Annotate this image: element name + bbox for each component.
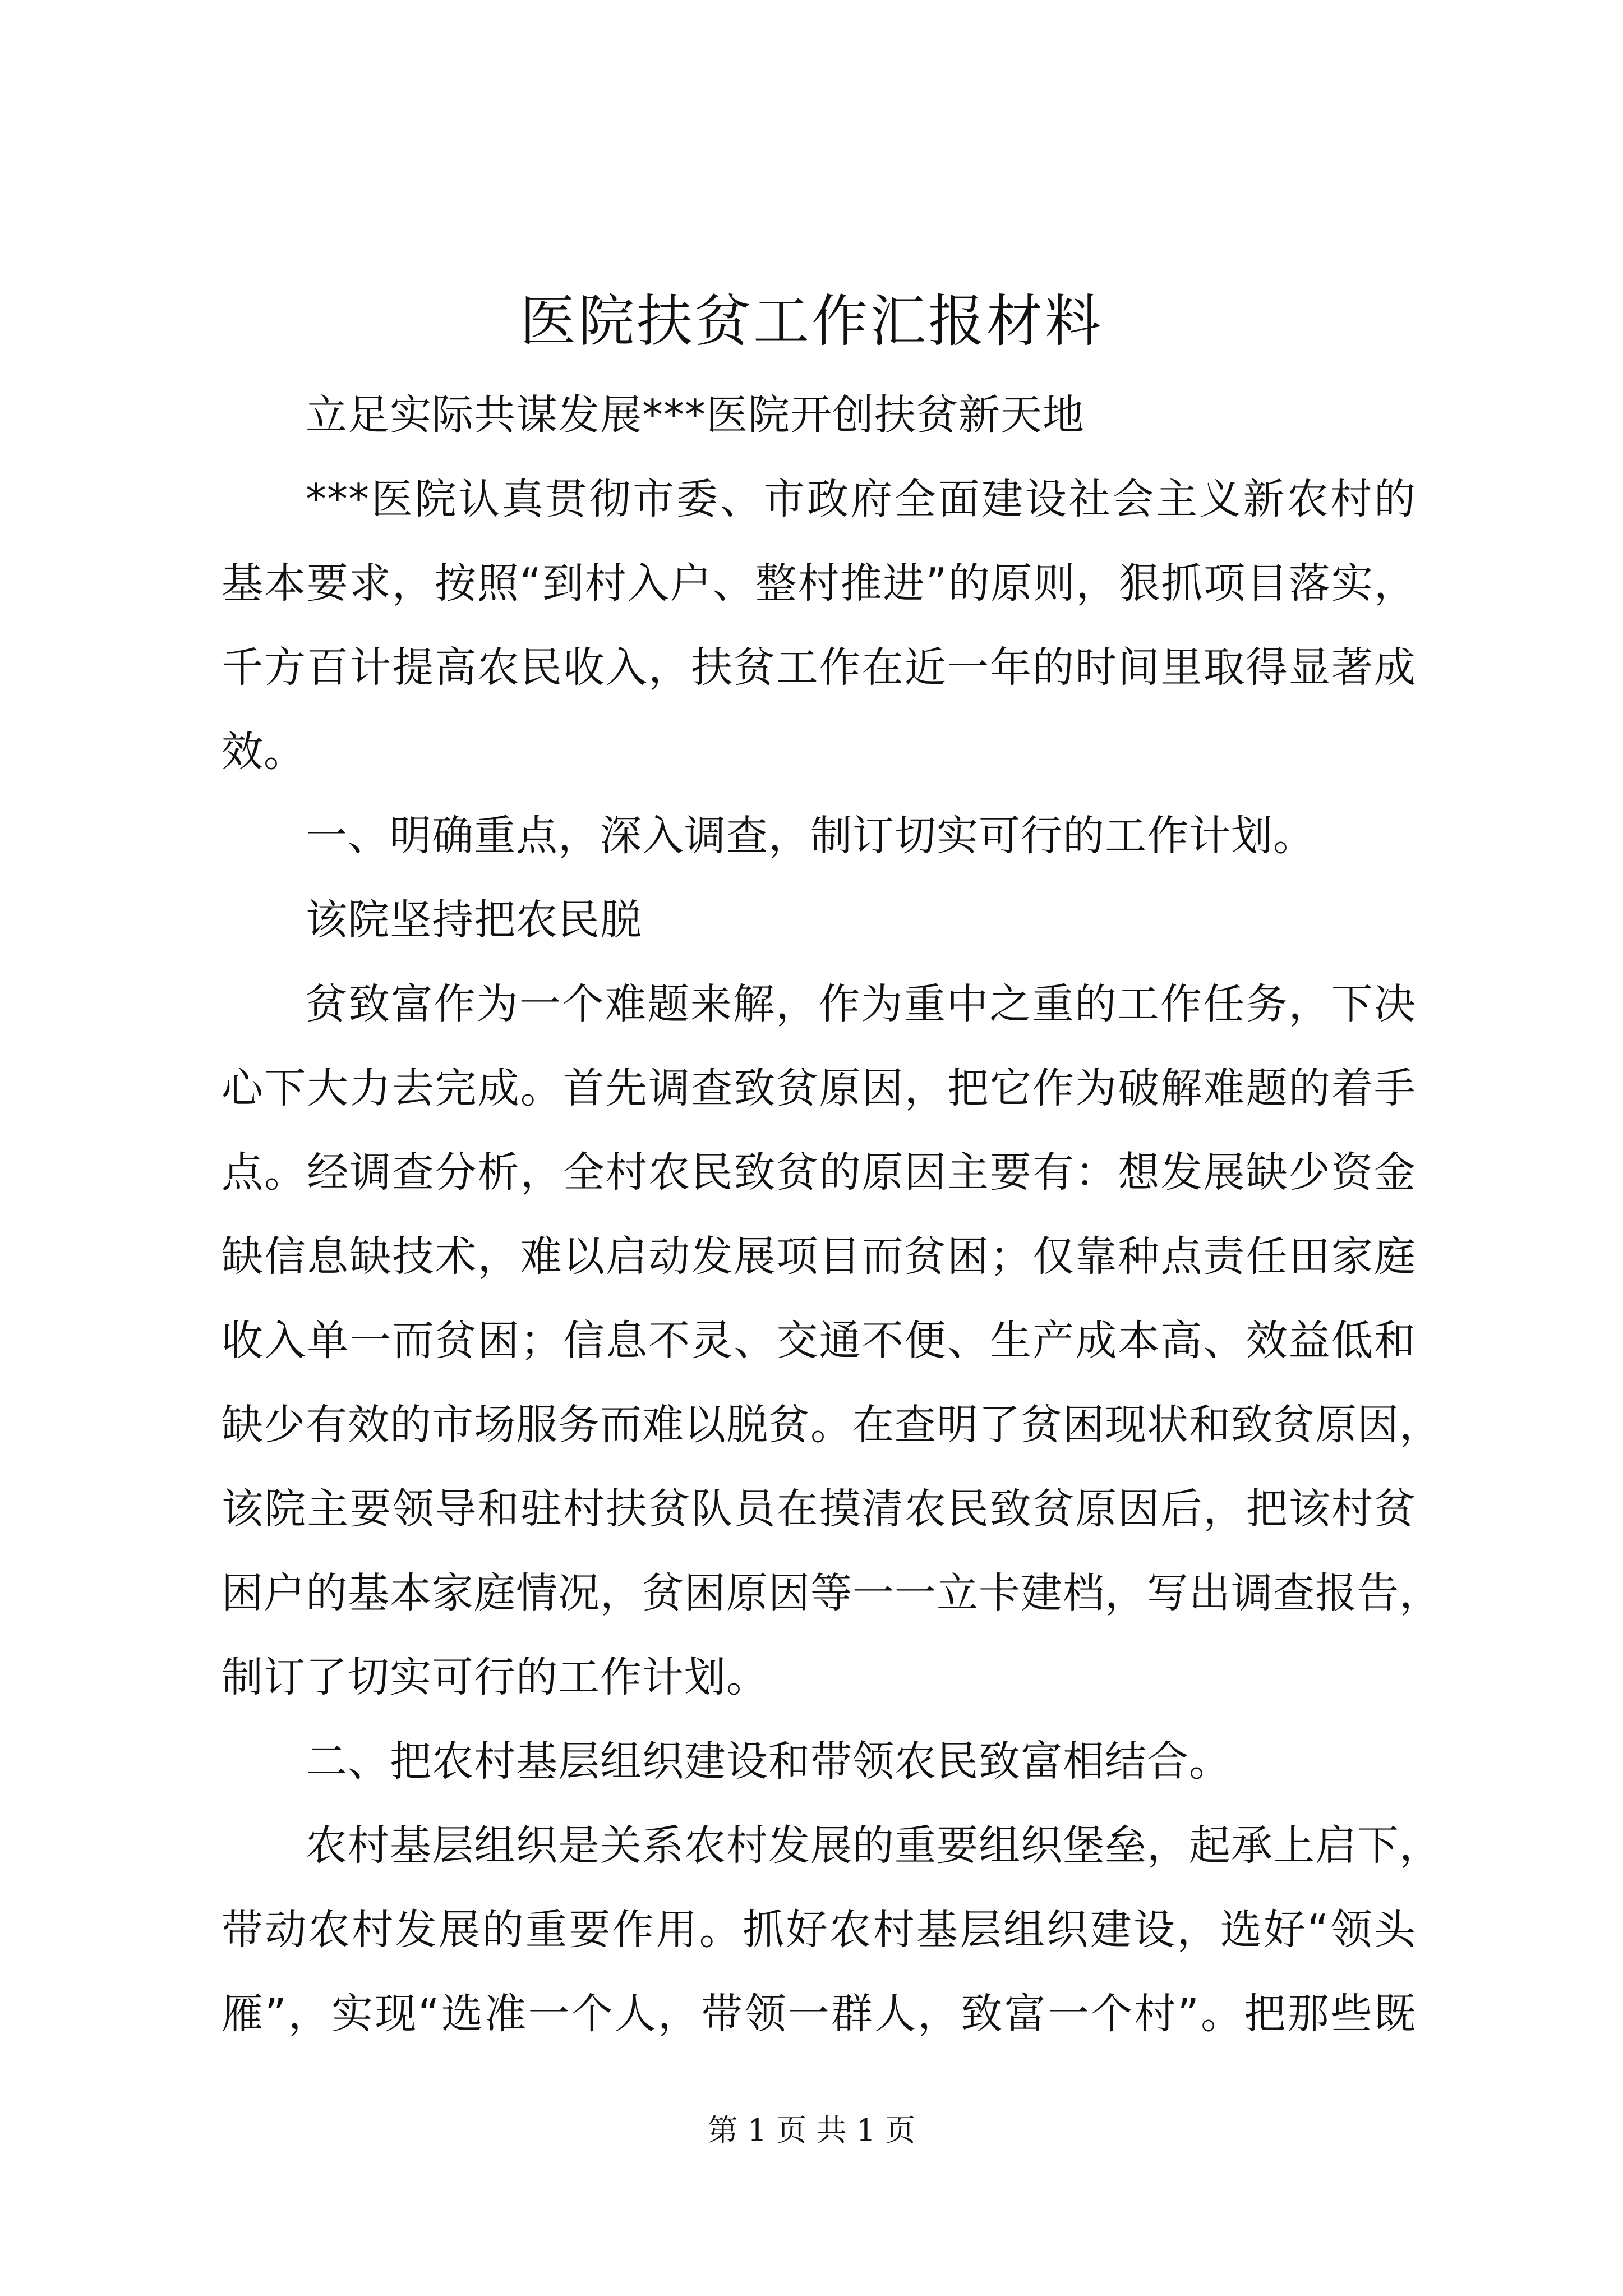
paragraph-line: 效。 — [222, 728, 306, 776]
paragraph-line: 缺信息缺技术，难以启动发展项目而贫困；仅靠种点责任田家庭 — [222, 1232, 1416, 1281]
document-title: 医院扶贫工作汇报材料 — [520, 288, 1103, 354]
paragraph-line: 带动农村发展的重要作用。抓好农村基层组织建设，选好“领头 — [222, 1906, 1416, 1954]
paragraph-line: 困户的基本家庭情况，贫困原因等一一立卡建档，写出调查报告， — [222, 1569, 1441, 1617]
paragraph-line: 千方百计提高农民收入，扶贫工作在近一年的时间里取得显著成 — [222, 643, 1416, 692]
paragraph-line: 贫致富作为一个难题来解，作为重中之重的工作任务，下决 — [306, 980, 1416, 1028]
subtitle-line: 立足实际共谋发展***医院开创扶贫新天地 — [306, 391, 1085, 439]
section-heading: 二、把农村基层组织建设和带领农民致富相结合。 — [306, 1737, 1231, 1786]
paragraph-line: 雁”，实现“选准一个人，带领一群人，致富一个村”。把那些既 — [222, 1990, 1416, 2038]
paragraph-line: 缺少有效的市场服务而难以脱贫。在查明了贫困现状和致贫原因， — [222, 1401, 1441, 1449]
paragraph-line: 基本要求，按照“到村入户、整村推进”的原则，狠抓项目落实， — [222, 559, 1416, 608]
paragraph-line: 心下大力去完成。首先调查致贫原因，把它作为破解难题的着手 — [222, 1064, 1416, 1112]
paragraph-line: 收入单一而贫困；信息不灵、交通不便、生产成本高、效益低和 — [222, 1317, 1416, 1365]
paragraph-line: 制订了切实可行的工作计划。 — [222, 1653, 768, 1701]
paragraph-line: 农村基层组织是关系农村发展的重要组织堡垒，起承上启下， — [306, 1821, 1441, 1870]
paragraph-line: ***医院认真贯彻市委、市政府全面建设社会主义新农村的 — [306, 475, 1416, 523]
paragraph-line: 该院坚持把农民脱 — [306, 896, 642, 944]
section-heading: 一、明确重点，深入调查，制订切实可行的工作计划。 — [306, 812, 1315, 860]
paragraph-line: 点。经调查分析，全村农民致贫的原因主要有：想发展缺少资金 — [222, 1148, 1416, 1197]
paragraph-line: 该院主要领导和驻村扶贫队员在摸清农民致贫原因后，把该村贫 — [222, 1485, 1416, 1533]
page-footer: 第 1 页 共 1 页 — [707, 2113, 916, 2148]
